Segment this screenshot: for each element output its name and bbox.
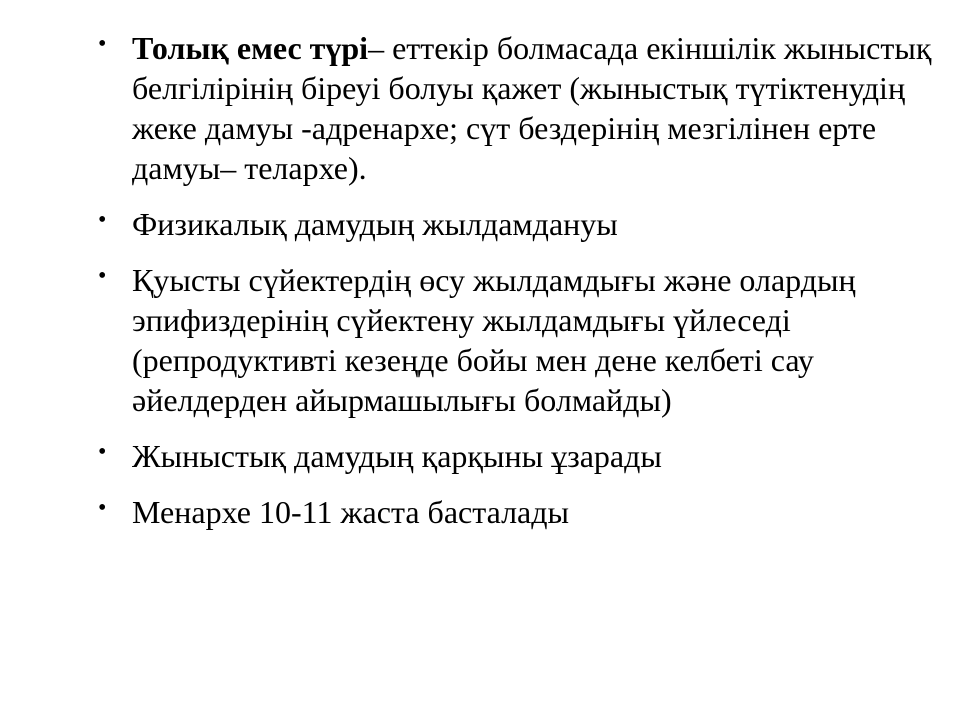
bullet-item-bone-growth: [90, 260, 950, 420]
bullet-icon: •: [98, 263, 107, 289]
bullet-text: Қуысты сүйектердің өсу жылдамдығы және олардың эпифиздерінің сүйектену жылдамдығы үйлеседі (репродуктивті кезеңде бойы мен дене келбеті сау әйелдерден айырмашылығы болмайды): [132, 262, 856, 418]
bullet-item-menarche: [90, 492, 950, 532]
bullet-text: Менархе 10-11 жаста басталады: [132, 494, 570, 530]
bullet-item-sexual-development: [90, 436, 950, 476]
bullet-item-physical-development: [90, 204, 950, 244]
bullet-text: Жыныстық дамудың қарқыны ұзарады: [132, 438, 662, 474]
bullet-text: – еттекір болмасада екіншілік жыныстық белгілірінің біреуі болуы қажет (жыныстық түтіктенудің жеке дамуы -адренархе; сүт бездерінің мезгілінен ерте дамуы– телархе).: [132, 30, 932, 186]
bullet-icon: •: [98, 495, 107, 521]
bullet-icon: •: [98, 207, 107, 233]
bullet-icon: •: [98, 31, 107, 57]
bullet-text: Физикалық дамудың жылдамдануы: [132, 206, 618, 242]
bullet-bold-term: Толық емес түрі: [132, 30, 369, 66]
bullet-list: [90, 28, 950, 548]
bullet-item-incomplete-form: [90, 28, 950, 188]
bullet-icon: •: [98, 439, 107, 465]
